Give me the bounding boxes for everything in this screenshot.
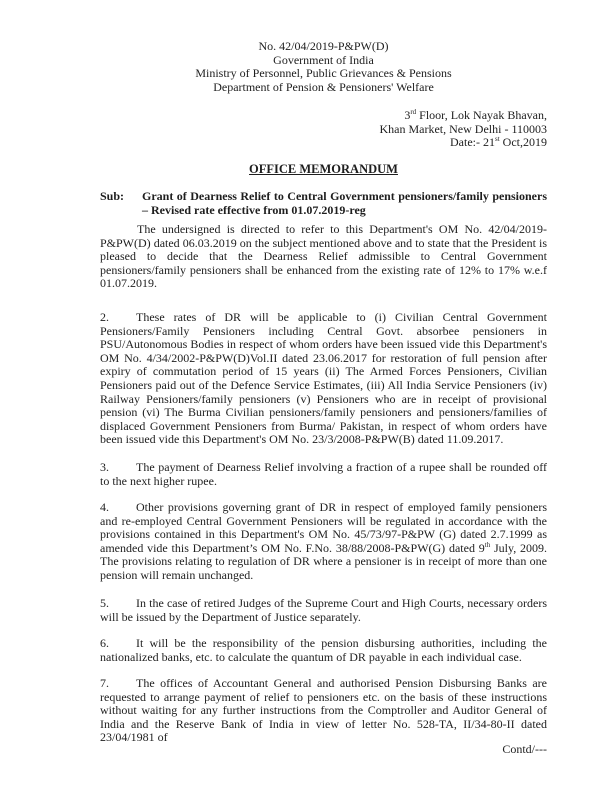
address-line-1	[100, 109, 547, 123]
subject-text: Grant of Dearness Relief to Central Government pensioners/family pensioners – Revised rate effective from 01.07.2019-reg	[142, 189, 547, 217]
paragraph-text: The payment of Dearness Relief involving a fraction of a rupee shall be rounded off to the next higher rupee.	[100, 460, 547, 488]
paragraph-2	[100, 311, 547, 447]
date-month-year: Oct,2019	[499, 135, 547, 150]
government-name: Government of India	[273, 52, 374, 67]
file-number: No. 42/04/2019-P&PW(D)	[258, 39, 389, 53]
date-day: Date:- 21	[450, 135, 495, 150]
paragraph-text: It will be the responsibility of the pension disbursing authorities, including the nationalized banks, etc. to calculate the quantum of DR payable in each individual case.	[100, 636, 547, 664]
paragraph-text: The offices of Accountant General and authorised Pension Disbursing Banks are requested to arrange payment of relief to pensioners etc. on the basis of these instructions without waiting for any further instructions from the Comptroller and Auditor General of India and the Reserve Bank of India in view of letter No. 528-TA, II/34-80-II dated 23/04/1981 of	[100, 676, 547, 745]
paragraph-6	[100, 637, 547, 664]
letterhead	[100, 40, 547, 94]
paragraph-text: These rates of DR will be applicable to (i) Civilian Central Government Pensioners/Family Pensioners including Central Govt. absorbee pensioners in PSU/Autonomous Bodies in respect of whom orders have been issued vide this Department's OM No. 4/34/2002-P&PW(D)Vol.II dated 23.06.2017 for restoration of full pension after expiry of commutation period of 15 years (ii) The Armed Forces Pensioners, Civilian Pensioners paid out of the Defence Service Estimates, (iii) All India Service Pensioners (iv) Railway Pensioners/family pensioners (v) Pensioners who are in receipt of provisional pension (vi) The Burma Civilian pensioners/family pensioners and pensioners/families of displaced Government Pensioners from Burma/ Pakistan, in respect of whom orders have been issued vide this Department's OM No. 23/3/2008-P&PW(B) dated 11.09.2017.	[100, 310, 547, 447]
address-block	[100, 109, 547, 150]
date-suffix: th	[484, 540, 491, 549]
paragraph-text: In the case of retired Judges of the Supreme Court and High Courts, necessary orders will be issued by the Department of Justice separately.	[100, 596, 547, 624]
paragraph-5	[100, 597, 547, 624]
floor-text: Floor, Lok Nayak Bhavan,	[416, 108, 547, 122]
ministry-name: Ministry of Personnel, Public Grievances & Pensions	[195, 66, 452, 81]
paragraph-text-cont: July, 2009. The provisions relating to regulation of DR where a pensioner is in receipt of more than one pension will remain unchanged.	[100, 540, 548, 582]
paragraph-4	[100, 501, 547, 583]
date-line	[100, 136, 547, 150]
paragraph-number: 4.	[100, 500, 109, 514]
department-name: Department of Pension & Pensioners' Welfare	[213, 79, 434, 94]
paragraph-number: 2.	[100, 310, 109, 324]
paragraph-number: 6.	[100, 636, 109, 650]
floor-suffix: rd	[410, 108, 417, 116]
subject-line	[100, 190, 547, 217]
document-title: OFFICE MEMORANDUM	[249, 162, 398, 176]
subject-label: Sub:	[100, 189, 125, 203]
date-suffix: st	[495, 135, 500, 144]
paragraph-number: 7.	[100, 676, 109, 690]
paragraph-7	[100, 677, 547, 745]
continued-marker: Contd/---	[502, 742, 547, 756]
paragraph-number: 3.	[100, 460, 109, 474]
paragraph-3	[100, 461, 547, 488]
address-line-2: Khan Market, New Delhi - 110003	[379, 121, 547, 136]
paragraph-1: The undersigned is directed to refer to this Department's OM No. 42/04/2019-P&PW(D) dated 06.03.2019 on the subject mentioned above and to state that the President is pleased to decide that the Dearness Relief admissible to Central Government pensioners/family pensioners shall be enhanced from the existing rate of 12% to 17% w.e.f 01.07.2019.	[100, 222, 547, 291]
paragraph-text: Other provisions governing grant of DR in respect of employed family pensioners and re-employed Central Government Pensioners will be regulated in accordance with the provisions contained in this Department's OM No. 45/73/97-P&PW (G) dated 2.7.1999 as amended vide this Department’s OM No. F.No. 38/88/2008-P&PW(G) dated 9	[100, 500, 547, 555]
floor-number: 3	[404, 108, 411, 122]
paragraph-number: 5.	[100, 596, 109, 610]
